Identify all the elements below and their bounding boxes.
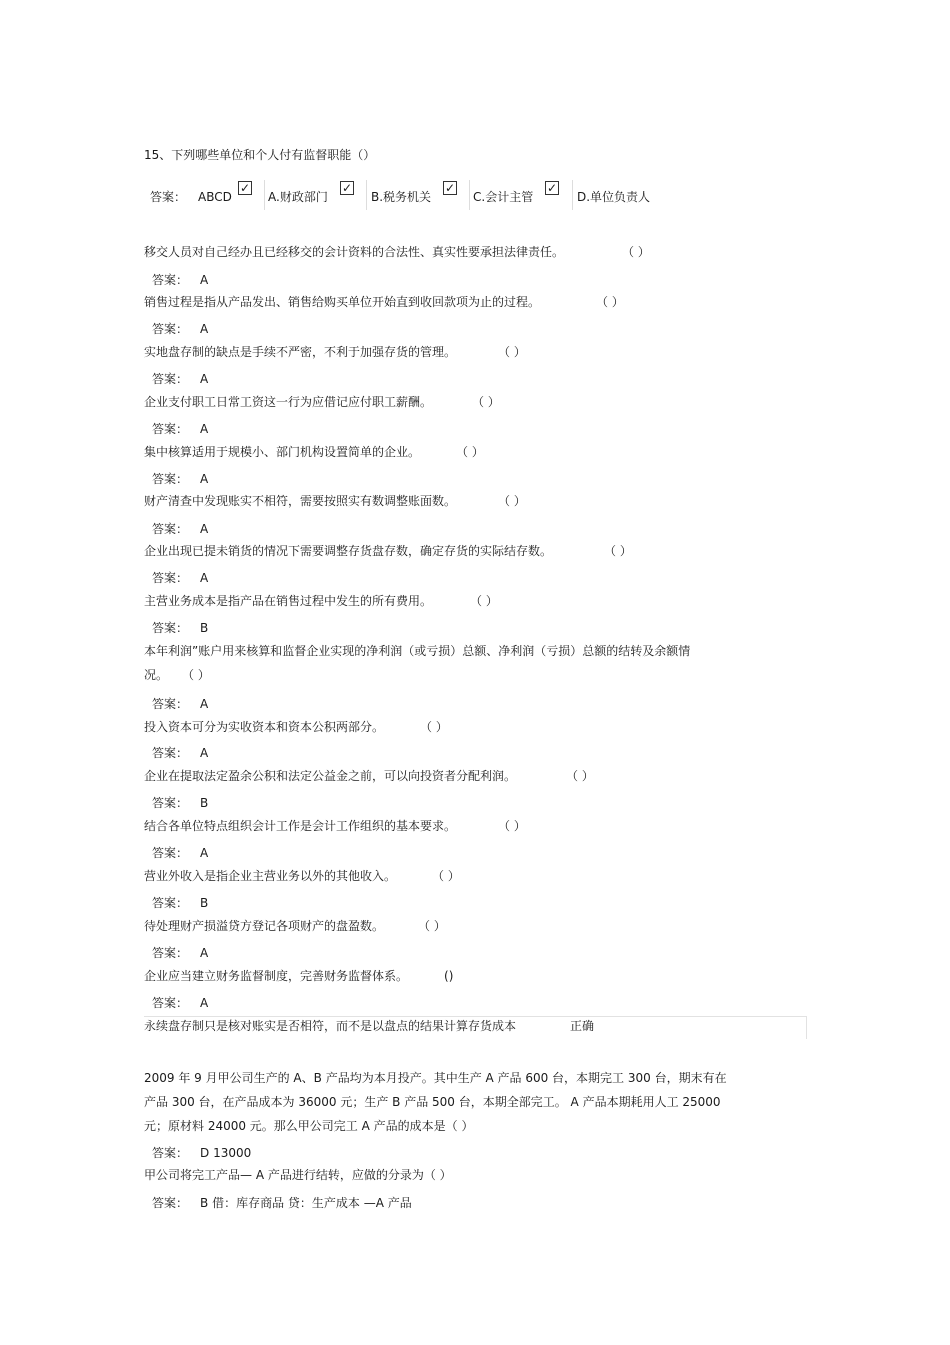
check-icon: ✓	[546, 181, 558, 195]
question: 待处理财产损溢贷方登记各项财产的盘盈数。 （ ）	[144, 919, 446, 933]
answer-line: 答案： A	[152, 746, 209, 760]
answer-line: 答案： B	[152, 621, 209, 635]
answer-line: 答案： B	[152, 796, 209, 810]
question-perpetual: 永续盘存制只是核对账实是否相符，而不是以盘点的结果计算存货成本 正确	[144, 1019, 595, 1033]
option-a: A.财政部门 ✓	[268, 181, 353, 204]
question: 结合各单位特点组织会计工作是会计工作组织的基本要求。 （ ）	[144, 819, 526, 833]
check-icon: ✓	[444, 181, 456, 195]
question: 财产清查中发现账实不相符，需要按照实有数调整账面数。 （ ）	[144, 494, 526, 508]
q15-answer	[150, 180, 251, 205]
answer-line: 答案： B 借：库存商品 贷：生产成本 —A 产品	[152, 1196, 412, 1210]
divider	[469, 180, 470, 210]
verdict: 正确	[570, 1019, 595, 1033]
question-profit-line2: 况。 （ ）	[144, 668, 210, 682]
answer-line: 答案： D 13000	[152, 1146, 252, 1160]
answer-line: 答案： A	[152, 571, 209, 585]
divider	[572, 180, 573, 210]
question-profit-line1: 本年利润”账户用来核算和监督企业实现的净利润（或亏损）总额、净利润（亏损）总额的结转及余额情	[144, 644, 691, 658]
question: 营业外收入是指企业主营业务以外的其他收入。 （ ）	[144, 869, 460, 883]
answer-line: 答案： A	[152, 946, 209, 960]
answer-value: ABCD	[198, 190, 232, 204]
calc-line3: 元；原材料 24000 元。那么甲公司完工 A 产品的成本是（ ）	[144, 1119, 474, 1133]
option-b: B.税务机关 ✓	[371, 181, 456, 204]
divider	[264, 180, 265, 210]
calc-line1: 2009 年 9 月甲公司生产的 A、B 产品均为本月投产。其中生产 A 产品 600 台，本期完工 300 台，期末有在	[144, 1071, 727, 1085]
answer-line: 答案： A	[152, 846, 209, 860]
question: 投入资本可分为实收资本和资本公积两部分。 （ ）	[144, 720, 448, 734]
answer-line: 答案： A	[152, 522, 209, 536]
question: 销售过程是指从产品发出、销售给购买单位开始直到收回款项为止的过程。 （ ）	[144, 295, 624, 309]
question: 企业出现已提未销货的情况下需要调整存货盘存数，确定存货的实际结存数。 （ ）	[144, 544, 632, 558]
answer-line: 答案： A	[152, 422, 209, 436]
checkbox-b[interactable]	[340, 181, 354, 195]
question-15: 15、下列哪些单位和个人付有监督职能（）	[144, 148, 376, 162]
option-c: C.会计主管 ✓	[473, 181, 558, 204]
checkbox-c[interactable]	[443, 181, 457, 195]
checkbox-d[interactable]	[545, 181, 559, 195]
answer-line: 答案： A	[152, 322, 209, 336]
answer-line: 答案： B	[152, 896, 209, 910]
answer-line: 答案： A	[152, 472, 209, 486]
question: 实地盘存制的缺点是手续不严密，不利于加强存货的管理。 （ ）	[144, 345, 526, 359]
question: 主营业务成本是指产品在销售过程中发生的所有费用。 （ ）	[144, 594, 498, 608]
answer-line: 答案： A	[152, 372, 209, 386]
question: 移交人员对自己经办且已经移交的会计资料的合法性、真实性要承担法律责任。 （ ）	[144, 245, 650, 259]
calc-line2: 产品 300 台，在产品成本为 36000 元；生产 B 产品 500 台，本期全部完工。 A 产品本期耗用人工 25000	[144, 1095, 721, 1109]
answer-line: 答案： A	[152, 996, 209, 1010]
check-icon: ✓	[239, 181, 251, 195]
answer-line: 答案： A	[152, 697, 209, 711]
answer-line: 答案： A	[152, 273, 209, 287]
question: 企业在提取法定盈余公积和法定公益金之前，可以向投资者分配利润。 （ ）	[144, 769, 594, 783]
entry-question: 甲公司将完工产品— A 产品进行结转，应做的分录为（ ）	[144, 1168, 452, 1182]
checkbox-a[interactable]	[238, 181, 252, 195]
check-icon: ✓	[341, 181, 353, 195]
option-d: D.单位负责人	[577, 190, 651, 204]
question: 集中核算适用于规模小、部门机构设置简单的企业。 （ ）	[144, 445, 484, 459]
answer-label: 答案：	[150, 190, 187, 204]
divider	[366, 180, 367, 210]
question: 企业应当建立财务监督制度，完善财务监督体系。 ()	[144, 969, 454, 983]
question: 企业支付职工日常工资这一行为应借记应付职工薪酬。 （ ）	[144, 395, 500, 409]
